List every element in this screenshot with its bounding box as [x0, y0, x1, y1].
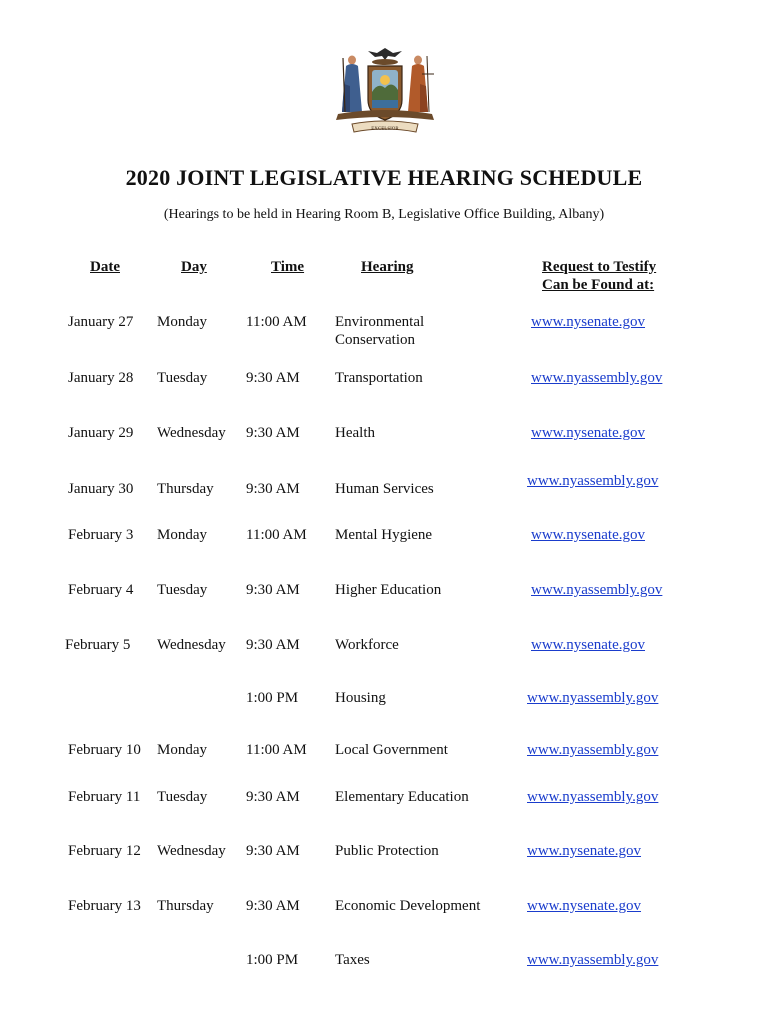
row-day: Thursday: [157, 481, 214, 497]
row-hearing: Health: [335, 425, 375, 441]
row-day: Monday: [157, 742, 207, 758]
row-hearing: Local Government: [335, 742, 448, 758]
row-date: January 28: [68, 370, 134, 386]
row-time: 9:30 AM: [246, 481, 300, 497]
row-date: January 30: [68, 481, 134, 497]
row-day: Monday: [157, 527, 207, 543]
table-row: [0, 424, 768, 464]
row-testify-link[interactable]: www.nysenate.gov: [531, 527, 646, 543]
row-date: February 4: [68, 582, 134, 598]
table-row: [0, 951, 768, 991]
row-testify-link[interactable]: www.nysenate.gov: [527, 843, 642, 859]
row-testify-link[interactable]: www.nysenate.gov: [531, 314, 646, 330]
new-york-state-seal-icon: [330, 44, 440, 140]
column-header-hearing: Hearing: [361, 259, 414, 275]
column-header-request-line1: Request to Testify: [542, 259, 657, 275]
row-time: 1:00 PM: [246, 690, 299, 706]
row-time: 9:30 AM: [246, 582, 300, 598]
row-date: January 29: [68, 425, 134, 441]
row-hearing: Housing: [335, 690, 386, 706]
row-hearing: Public Protection: [335, 843, 439, 859]
row-hearing: Human Services: [335, 481, 434, 497]
row-testify-link[interactable]: www.nyassembly.gov: [527, 473, 659, 489]
table-row: [0, 369, 768, 409]
row-hearing: Taxes: [335, 952, 370, 968]
table-row: [0, 526, 768, 566]
row-time: 11:00 AM: [246, 742, 307, 758]
table-row: [0, 741, 768, 781]
row-testify-link[interactable]: www.nysenate.gov: [531, 425, 646, 441]
page-title: 2020 JOINT LEGISLATIVE HEARING SCHEDULE: [125, 165, 643, 190]
row-day: Tuesday: [157, 582, 208, 598]
row-hearing: Workforce: [335, 637, 399, 653]
row-date: February 10: [68, 742, 141, 758]
row-date: February 12: [68, 843, 141, 859]
row-hearing: Transportation: [335, 370, 423, 386]
table-row: [0, 313, 768, 353]
svg-text:EXCELSIOR: EXCELSIOR: [371, 127, 399, 132]
row-date: February 5: [65, 637, 131, 653]
row-time: 9:30 AM: [246, 789, 300, 805]
row-date: February 3: [68, 527, 134, 543]
row-date: February 11: [68, 789, 141, 805]
row-time: 11:00 AM: [246, 314, 307, 330]
table-row: [0, 842, 768, 882]
row-hearing: Economic Development: [335, 898, 481, 914]
table-row: [0, 636, 768, 676]
row-date: February 13: [68, 898, 141, 914]
row-hearing: Mental Hygiene: [335, 527, 433, 543]
row-time: 9:30 AM: [246, 843, 300, 859]
column-header-day: Day: [181, 259, 207, 275]
row-hearing: Environmental Conservation: [335, 314, 425, 348]
table-row: [0, 897, 768, 937]
row-day: Tuesday: [157, 789, 208, 805]
row-testify-link[interactable]: www.nyassembly.gov: [527, 690, 659, 706]
row-testify-link[interactable]: www.nyassembly.gov: [527, 789, 659, 805]
table-row: [0, 788, 768, 828]
column-header-request-line2: Can be Found at:: [542, 277, 655, 293]
row-day: Thursday: [157, 898, 214, 914]
column-header-date: Date: [90, 259, 120, 275]
row-time: 9:30 AM: [246, 425, 300, 441]
row-time: 9:30 AM: [246, 637, 300, 653]
row-day: Wednesday: [157, 843, 226, 859]
row-time: 9:30 AM: [246, 370, 300, 386]
row-testify-link[interactable]: www.nysenate.gov: [531, 637, 646, 653]
row-day: Wednesday: [157, 425, 226, 441]
row-time: 1:00 PM: [246, 952, 299, 968]
column-header-request-to-testify: [542, 258, 656, 294]
table-row: [0, 473, 768, 520]
row-day: Monday: [157, 314, 207, 330]
row-hearing: Elementary Education: [335, 789, 469, 805]
row-time: 11:00 AM: [246, 527, 307, 543]
table-row: [0, 581, 768, 621]
row-testify-link[interactable]: www.nyassembly.gov: [531, 582, 663, 598]
row-hearing: Higher Education: [335, 582, 442, 598]
row-day: Wednesday: [157, 637, 226, 653]
table-row: [0, 689, 768, 729]
row-testify-link[interactable]: www.nyassembly.gov: [527, 952, 659, 968]
column-header-time: Time: [271, 259, 305, 275]
row-time: 9:30 AM: [246, 898, 300, 914]
row-testify-link[interactable]: www.nyassembly.gov: [527, 742, 659, 758]
row-testify-link[interactable]: www.nysenate.gov: [527, 898, 642, 914]
page-subtitle: (Hearings to be held in Hearing Room B, Legislative Office Building, Albany): [163, 207, 605, 222]
row-date: January 27: [68, 314, 134, 330]
row-testify-link[interactable]: www.nyassembly.gov: [531, 370, 663, 386]
row-day: Tuesday: [157, 370, 208, 386]
